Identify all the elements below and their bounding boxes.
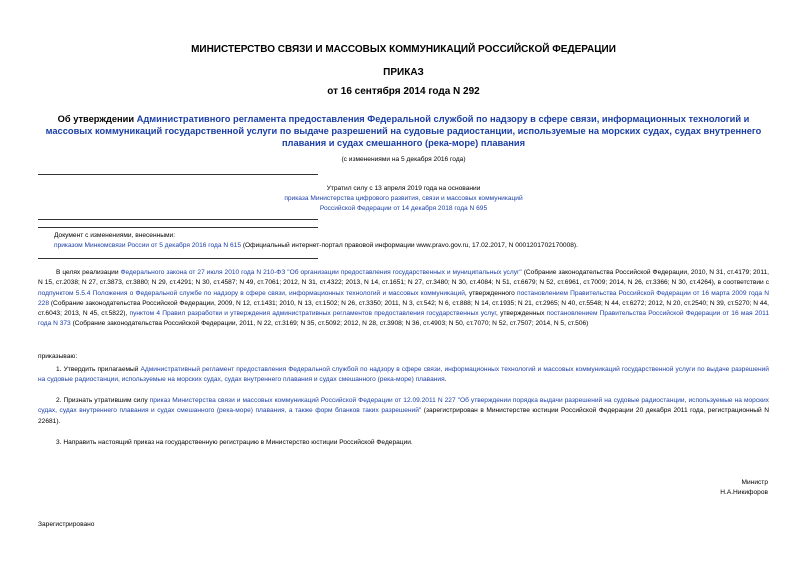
text: , утвержденного (464, 289, 518, 297)
item-2 (38, 396, 769, 427)
regulation-5-5-4-link[interactable]: подпунктом 5.5.4 Положения о Федеральной службе по надзору в сфере связи, информационных технологий и массовых коммуникаций (38, 289, 465, 297)
registered-label: Зарегистрировано (38, 521, 95, 528)
resolution-228-link[interactable]: постановлением Правительства Российской Федерации от 16 марта 2009 года N 228 (38, 289, 769, 307)
text: 2. Признать утратившим силу (56, 397, 150, 404)
item-1 (38, 365, 769, 386)
regulation-link[interactable]: Административный регламент предоставления Федеральной службой по надзору в сфере связи, информационных технологий и массовых коммуникаций государственной услуги по выдаче разрешений на судовые радиостанции, используемые на морских судах, судах внутреннего плавания и судах смешанного (река-море) плавания (38, 366, 769, 384)
item-3: 3. Направить настоящий приказ на государственную регистрацию в Министерство юстиции Российской Федерации. (56, 439, 413, 446)
resolution-373-link[interactable]: постановлением Правительства Российской Федерации от 16 мая 2011 года N 373 (38, 310, 769, 328)
divider (38, 219, 318, 220)
amendment-source: (Официальный интернет-портал правовой информации www.pravo.gov.ru, 17.02.2017, N 0001201702170008). (240, 242, 578, 249)
text: . (444, 376, 447, 384)
signature-position: Министр (741, 479, 768, 486)
divider (38, 227, 318, 228)
orders-word: приказываю: (38, 353, 78, 360)
divider (38, 174, 318, 175)
lost-force-line: Утратил силу с 13 апреля 2019 года на основании (326, 185, 481, 192)
document-date: от 16 сентября 2014 года N 292 (327, 86, 480, 97)
signature-name: Н.А.Никифоров (720, 489, 768, 496)
lost-force-order-link-cont[interactable]: Российской Федерации от 14 декабря 2018 года N 695 (319, 205, 488, 212)
amendment-order-link[interactable]: приказом Минкомсвязи России от 5 декабря 2016 года N 615 (54, 242, 241, 249)
rules-point-4-link[interactable]: пунктом 4 Правил разработки и утверждения административных регламентов предоставления государственных услуг (129, 310, 497, 318)
amendment-note: (с изменениями на 5 декабря 2016 года) (341, 156, 466, 163)
title-prefix: Об утверждении (57, 114, 137, 124)
law-210-link[interactable]: Федерального закона от 27 июля 2010 года N 210-ФЗ "Об организации предоставления государственных и муниципальных услуг" (120, 269, 522, 276)
text: (зарегистрирован в Министерстве юстиции Российской Федерации 20 декабря 2011 года, регистрационный N 22681). (38, 407, 769, 425)
ministry-name: МИНИСТЕРСТВО СВЯЗИ И МАССОВЫХ КОММУНИКАЦИЙ РОССИЙСКОЙ ФЕДЕРАЦИИ (191, 44, 616, 55)
amendments-label: Документ с изменениями, внесенными: (54, 232, 176, 239)
order-227-link[interactable]: приказ Министерства связи и массовых коммуникаций Российской Федерации от 12.09.2011 N 227 "Об утверждении порядка выдачи разрешений на судовые радиостанции, используемые на морских судах, судах внутреннего плавания и судах смешанного (река-море) плавания, а также форм бланков таких разрешений" (38, 397, 769, 415)
text: 1. Утвердить прилагаемый (56, 366, 141, 373)
text: В целях реализации (56, 269, 121, 276)
text: , утвержденных (496, 310, 547, 318)
preamble-paragraph (38, 268, 769, 330)
document-type: ПРИКАЗ (383, 67, 424, 78)
text: (Собрание законодательства Российской Федерации, 2009, N 12, ст.1431; 2010, N 13, ст.1502; N 26, ст.3350; 2011, N 3, ст.542; N 6, ст.888; N 14, ст.1935; N 21, ст.2965; N 40, ст.5548; N 44, ст.6272; 2012, N 20, ст.2540; N 39, ст.5270; N 44, ст.6043; 2013, N 45, ст.5822), (38, 299, 769, 318)
text: (Собрание законодательства Российской Федерации, 2011, N 22, ст.3169; N 35, ст.5092; 2012, N 28, ст.3908; N 36, ст.4903; N 50, ст.7070; N 52, ст.7507; 2014, N 5, ст.506) (70, 320, 589, 328)
amendments-list (54, 241, 769, 251)
document-title (38, 113, 769, 149)
title-regulation-link[interactable]: Административного регламента предоставления Федеральной службой по надзору в сфере связи, информационных технологий и массовых коммуникаций государственной услуги по выдаче разрешений на судовые радиостанции, используемые на морских судах, судах внутреннего плавания и судах смешанного (река-море) плавания (45, 114, 762, 148)
lost-force-note (0, 184, 807, 214)
lost-force-order-link[interactable]: приказа Министерства цифрового развития, связи и массовых коммуникаций (284, 195, 523, 202)
text: (Собрание законодательства Российской Федерации, 2010, N 31, ст.4179; 2011, N 15, ст.2038; N 27, ст.3873, ст.3880; N 29, ст.4291; N 30, ст.4587; N 49, ст.7061; 2012, N 31, ст.4322; 2013, N 14, ст.1651; N 27, ст.3480; N 30, ст.4084; N 51, ст.6679; N 52, ст.6961, ст.7009; 2014, N 26, ст.3366; N 30, ст.4264), в соответствии с (38, 269, 770, 287)
divider (38, 258, 318, 259)
